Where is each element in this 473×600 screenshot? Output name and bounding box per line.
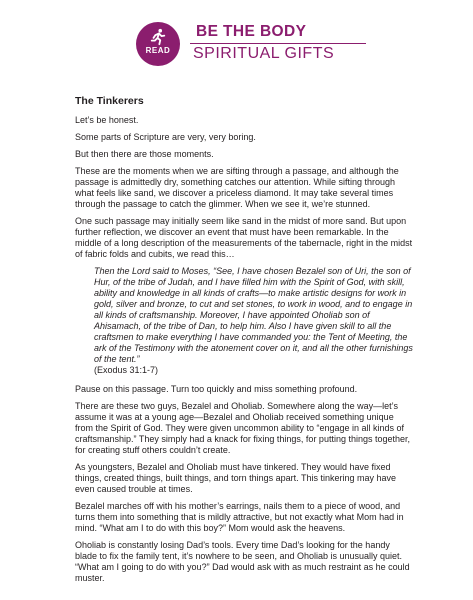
series-title: BE THE BODY — [196, 23, 307, 40]
paragraph: Oholiab is constantly losing Dad’s tools. Every time Dad’s looking for the handy blade to fix the family tent, it’s nowhere to be seen, and Oholiab is unusually quiet. “What am I going to do with you?” Dad would ask with as much restraint as he could muster. — [75, 540, 410, 583]
read-badge — [136, 22, 180, 66]
paragraph: Pause on this passage. Turn too quickly and miss something profound. — [75, 384, 358, 394]
runner-icon — [149, 28, 167, 46]
scripture-quote — [94, 266, 413, 376]
paragraph: As youngsters, Bezalel and Oholiab must have tinkered. They would have fixed things, created things, built things, and torn things apart. This tinkering may have even caused trouble at times. — [75, 462, 397, 494]
series-subtitle: SPIRITUAL GIFTS — [193, 45, 335, 62]
paragraph: Bezalel marches off with his mother’s earrings, nails them to a piece of wood, and turns them into something that is mildly attractive, but not exactly what Mom had in mind. “What am I to do with this boy?” Mom would ask the heavens. — [75, 501, 404, 533]
article-body — [75, 96, 413, 590]
paragraph: Some parts of Scripture are very, very boring. — [75, 132, 256, 142]
header — [136, 22, 366, 66]
paragraph: These are the moments when we are sifting through a passage, and although the passage is admittedly dry, something catches our attention. While sifting through what feels like sand, we discover a priceless diamond. It may take several times through the passage to catch the glimmer. When we see it, we’re stunned. — [75, 166, 399, 209]
paragraph: Let’s be honest. — [75, 115, 139, 125]
article-title: The Tinkerers — [75, 95, 144, 107]
paragraph: But then there are those moments. — [75, 149, 214, 159]
quote-reference: (Exodus 31:1-7) — [94, 365, 159, 375]
paragraph: One such passage may initially seem like sand in the midst of more sand. But upon further reflection, we discover an event that must have been remarkable. In the middle of a long description of the measurements of the tabernacle, right in the midst of fabric folds and cubits, we read this… — [75, 216, 413, 259]
badge-label: READ — [145, 46, 171, 55]
header-divider — [190, 43, 366, 44]
quote-text: Then the Lord said to Moses, “See, I have chosen Bezalel son of Uri, the son of Hur, of the tribe of Judah, and I have filled him with the Spirit of God, with skill, ability and knowledge in all kinds of crafts—to make artistic designs for work in gold, silver and bronze, to cut and set stones, to work in wood, and to engage in all kinds of craftsmanship. Moreover, I have appointed Oholiab son of Ahisamach, of the tribe of Dan, to help him. Also I have given skill to all the craftsmen to make everything I have commanded you: the Tent of Meeting, the ark of the Testimony with the atonement cover on it, and all the other furnishings of the tent.” — [94, 266, 413, 364]
paragraph: There are these two guys, Bezalel and Oholiab. Somewhere along the way—let’s assume it was at a young age—Bezalel and Oholiab received something unique from the Spirit of God. They were given uncommon ability to “engage in all kinds of craftsmanship.” They simply had a knack for fixing things, for putting things together, for creating stuff others couldn’t create. — [75, 401, 411, 455]
